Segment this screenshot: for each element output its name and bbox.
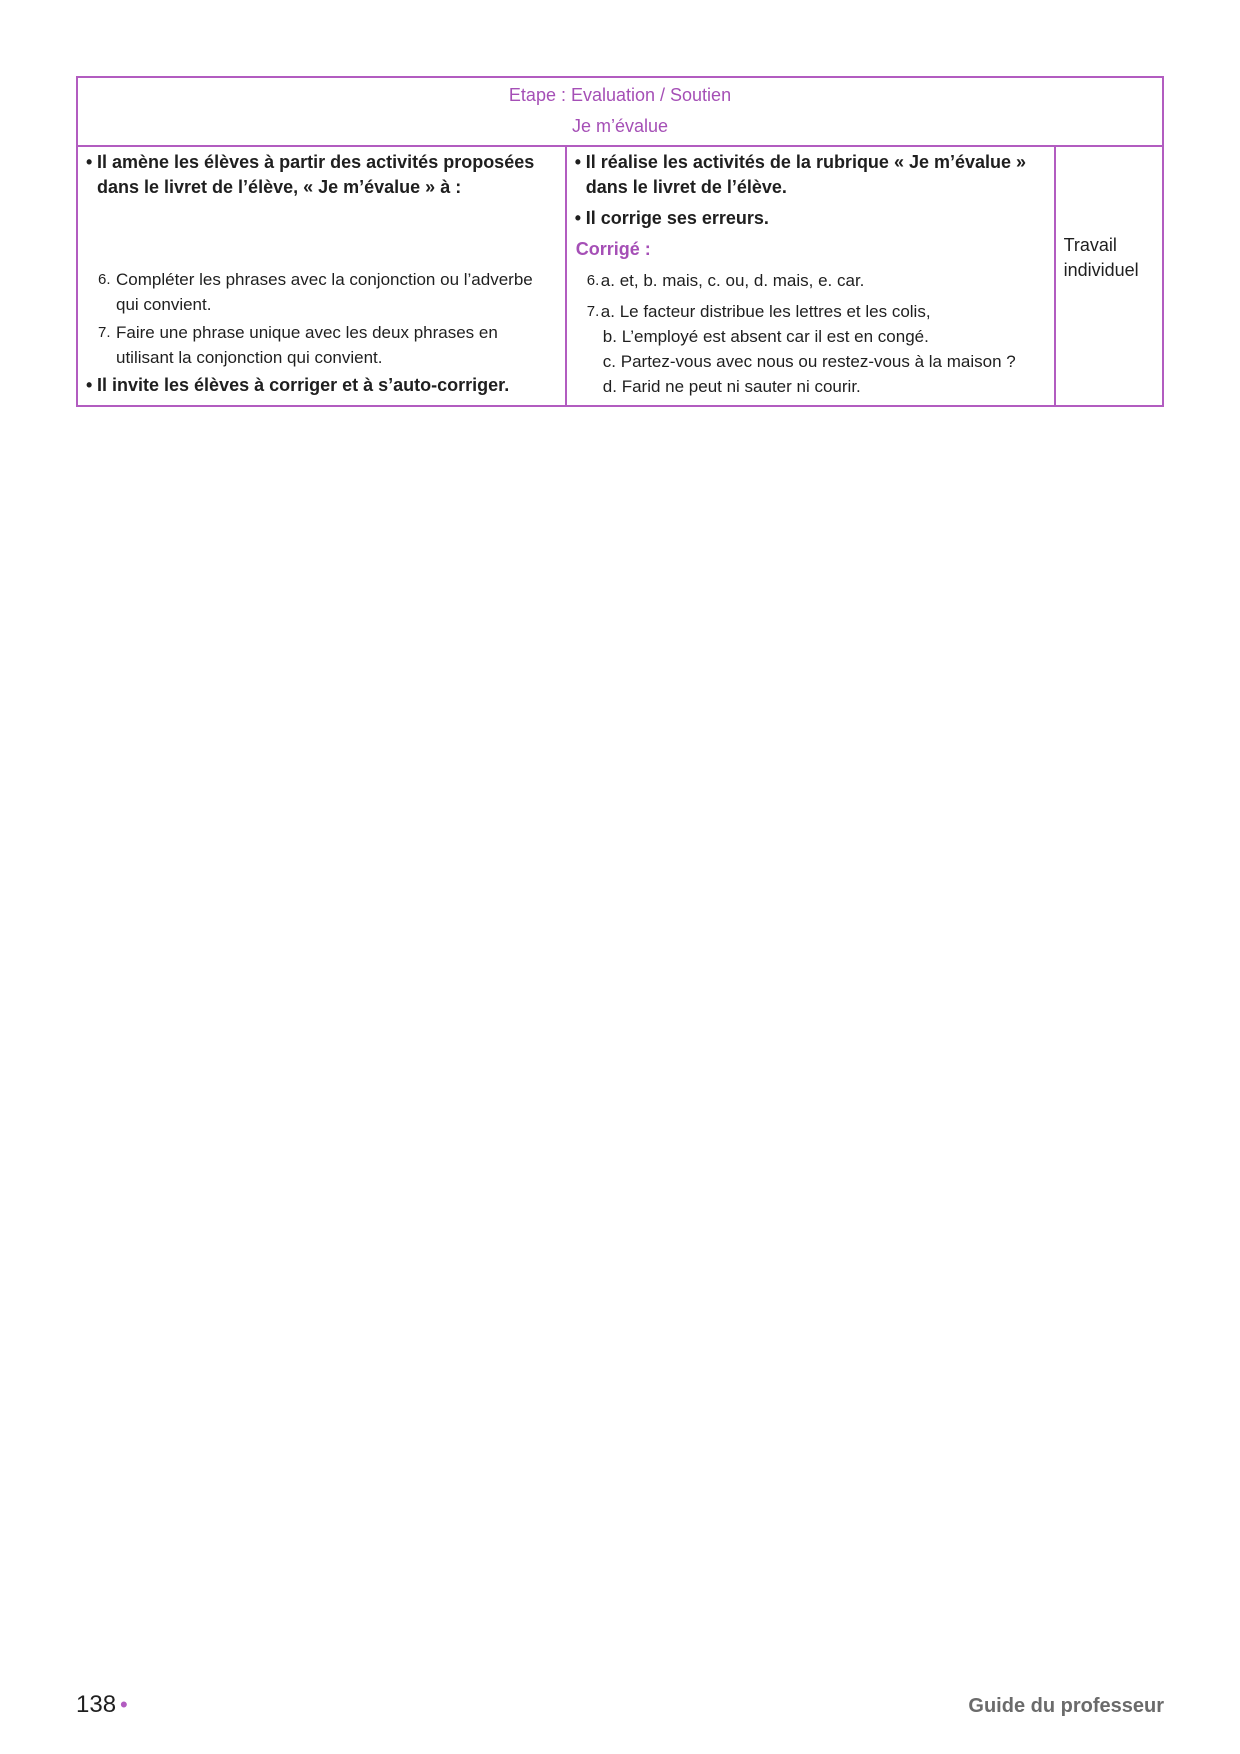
item-number: 7.	[98, 324, 111, 341]
work-mode-cell	[1055, 146, 1163, 406]
item-text: Compléter les phrases avec la conjonction ou l’adverbe qui convient.	[116, 270, 533, 314]
answer-7	[575, 299, 1046, 399]
answer-number: 6.	[586, 272, 600, 289]
answer-7b: b. L’employé est absent car il est en congé.	[602, 327, 929, 346]
item-number: 6.	[98, 271, 111, 288]
teacher-item-6	[86, 267, 557, 317]
teacher-intro: • Il amène les élèves à partir des activités proposées dans le livret de l’élève, « Je m’évalue » à :	[86, 150, 557, 200]
section-subtitle: Je m’évalue	[571, 116, 669, 136]
student-action-1: • Il réalise les activités de la rubrique « Je m’évalue » dans le livret de l’élève.	[575, 150, 1046, 200]
work-mode-line-2: individuel	[1063, 260, 1139, 280]
teacher-activities-cell	[77, 146, 566, 406]
page-number-text: 138	[76, 1691, 117, 1718]
answer-7a: a. Le facteur distribue les lettres et les colis,	[600, 302, 931, 321]
work-mode	[1056, 233, 1162, 283]
table-header-cell	[77, 77, 1163, 146]
answer-text: a. et, b. mais, c. ou, d. mais, e. car.	[600, 271, 865, 290]
answer-number: 7.	[586, 303, 600, 320]
lesson-table	[76, 76, 1164, 407]
teacher-closing: • Il invite les élèves à corriger et à s’auto-corriger.	[86, 373, 557, 398]
etape-title: Etape : Evaluation / Soutien	[508, 85, 732, 105]
answer-7c: c. Partez-vous avec nous ou restez-vous à la maison ?	[602, 352, 1016, 371]
teacher-item-7	[86, 320, 557, 370]
bullet-dot-icon: •	[120, 1692, 128, 1717]
page-number	[76, 1690, 128, 1720]
corrige-label: Corrigé :	[575, 239, 651, 259]
footer-guide-title: Guide du professeur	[968, 1695, 1164, 1717]
table-row	[77, 146, 1163, 406]
answer-6	[575, 268, 1046, 293]
answer-7d: d. Farid ne peut ni sauter ni courir.	[602, 377, 861, 396]
student-activities-cell	[566, 146, 1055, 406]
item-text: Faire une phrase unique avec les deux phrases en utilisant la conjonction qui convient.	[116, 323, 498, 367]
work-mode-line-1: Travail	[1063, 235, 1117, 255]
student-action-2: • Il corrige ses erreurs.	[575, 206, 1046, 231]
table-header-row	[77, 77, 1163, 146]
